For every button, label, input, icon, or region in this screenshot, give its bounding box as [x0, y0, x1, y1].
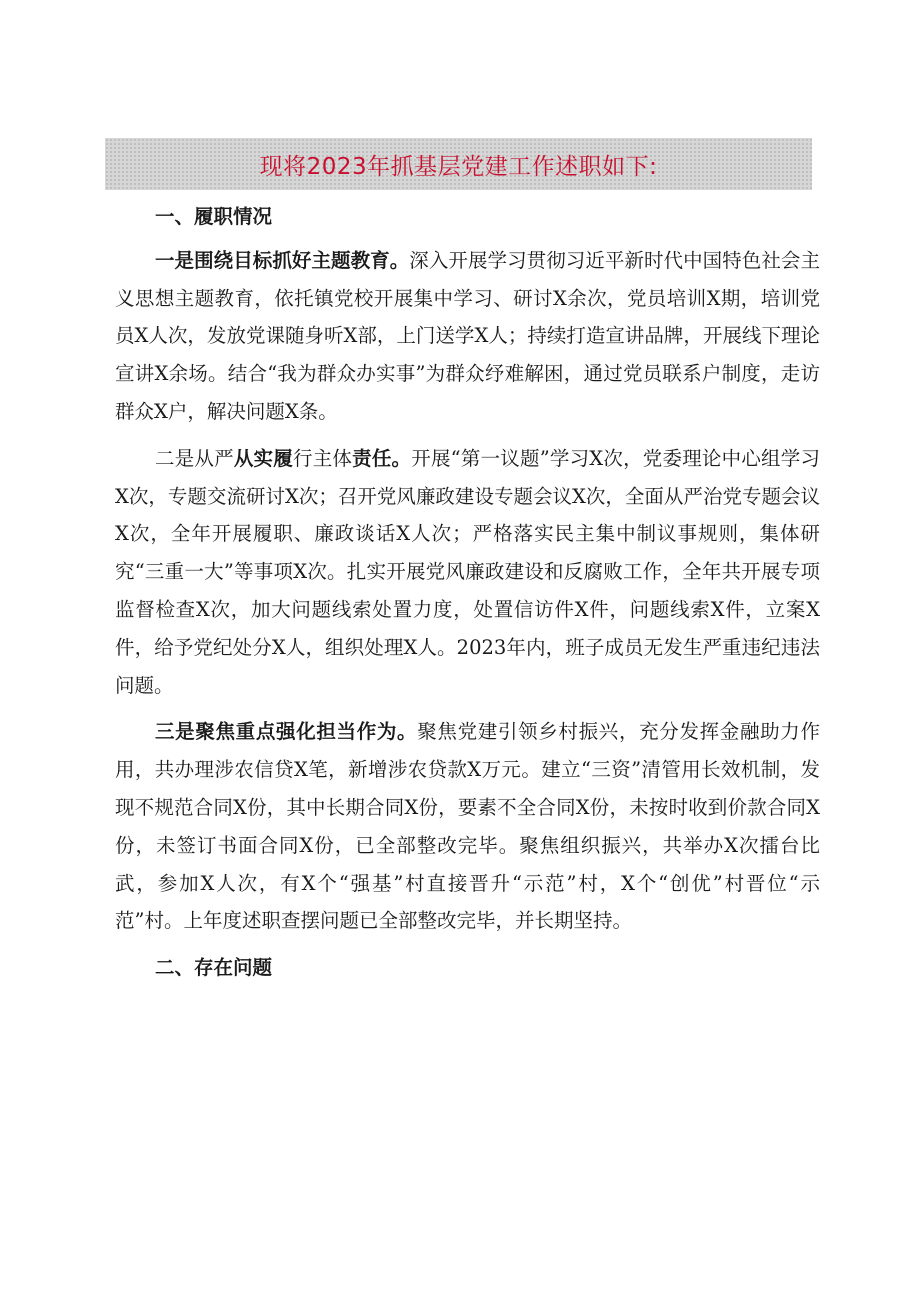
- section-heading-performance: 一、履职情况: [155, 205, 273, 228]
- document-body: [115, 198, 820, 987]
- document-title: 现将2023年抓基层党建工作述职如下:: [259, 153, 658, 180]
- paragraph-key-focus: [115, 713, 820, 940]
- paragraph-body: 深入开展学习贯彻习近平新时代中国特色社会主义思想主题教育，依托镇党校开展集中学习、研讨X余次，党员培训X期，培训党员X人次，发放党课随身听X部，上门送学X人；持续打造宣讲品牌，开展线下理论宣讲X余场。结合“我为群众办实事”为群众纾难解困，通过党员联系户制度，走访群众X户，解决问题X条。: [115, 248, 820, 423]
- paragraph-lead-part1: 二是从严: [155, 446, 234, 470]
- paragraph-lead: 三是聚焦重点强化担当作为。: [155, 720, 418, 744]
- paragraph-lead-part3: 行主体: [292, 446, 353, 470]
- paragraph-lead-part2: 从实履: [233, 446, 293, 470]
- paragraph-body: 开展“第一议题”学习X次，党委理论中心组学习X次，专题交流研讨X次；召开党风廉政建设专题会议X次，全面从严治党专题会议X次，全年开展履职、廉政谈话X人次；严格落实民主集中制议事规则，集体研究“三重一大”等事项X次。扎实开展党风廉政建设和反腐败工作，全年共开展专项监督检查X次，加大问题线索处置力度，处置信访件X件，问题线索X件，立案X件，给予党纪处分X人，组织处理X人。2023年内，班子成员无发生严重违纪违法问题。: [115, 446, 820, 697]
- paragraph-lead: 一是围绕目标抓好主题教育。: [155, 248, 410, 272]
- title-banner: [105, 138, 812, 190]
- paragraph-body: 聚焦党建引领乡村振兴，充分发挥金融助力作用，共办理涉农信贷X笔，新增涉农贷款X万元。建立“三资”清管用长效机制，发现不规范合同X份，其中长期合同X份，要素不全合同X份，未按时收到价款合同X份，未签订书面合同X份，已全部整改完毕。聚焦组织振兴，共举办X次擂台比武，参加X人次，有X个“强基”村直接晋升“示范”村，X个“创优”村晋位“示范”村。上年度述职查摆问题已全部整改完毕，并长期坚持。: [115, 720, 820, 933]
- paragraph-lead-part4: 责任。: [352, 446, 412, 470]
- paragraph-theme-education: [115, 242, 820, 431]
- section-heading-problems: 二、存在问题: [155, 956, 273, 980]
- paragraph-responsibility: [115, 440, 820, 705]
